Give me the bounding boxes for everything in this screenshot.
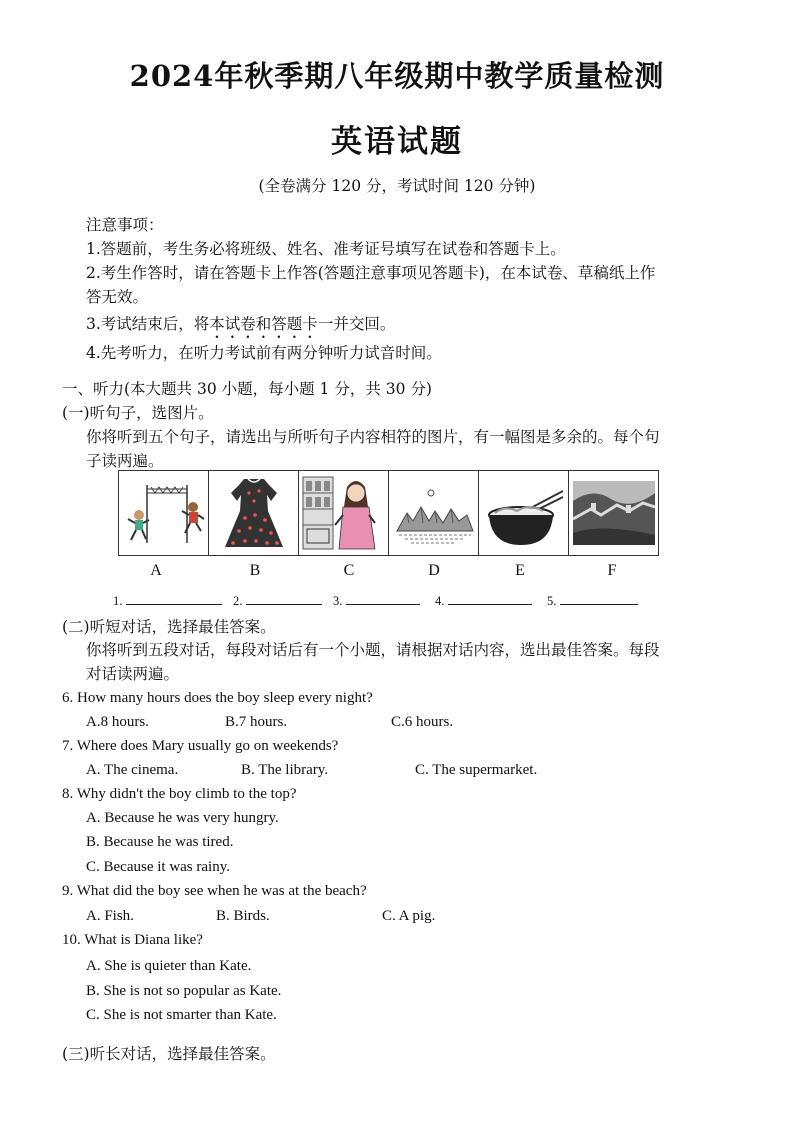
blank-number: 3. xyxy=(333,594,343,608)
blank-line xyxy=(448,593,532,605)
q7-option-b: B. The library. xyxy=(241,762,329,778)
answer-blank-4[interactable] xyxy=(435,593,532,609)
question-8: 8. Why didn't the boy climb to the top? xyxy=(62,786,297,802)
subject-title: 英语试题 xyxy=(331,124,463,160)
picture-label-e: E xyxy=(515,562,525,579)
blank-number: 2. xyxy=(233,594,243,608)
page-title: 2024年秋季期八年级期中教学质量检测 xyxy=(129,59,665,93)
blank-number: 4. xyxy=(435,594,445,608)
question-9: 9. What did the boy see when he was at the beach? xyxy=(62,883,367,899)
picture-c xyxy=(299,471,389,556)
picture-a xyxy=(119,471,209,556)
section-1-heading: 一、听力(本大题共 30 小题，每小题 1 分，共 30 分) xyxy=(62,380,432,398)
part-2-instruction: 你将听到五段对话，每段对话后有一个小题，请根据对话内容，选出最佳答案。每段 xyxy=(86,641,660,659)
part-1-instruction: 你将听到五个句子，请选出与所听句子内容相符的图片，有一幅图是多余的。每个句 xyxy=(86,428,660,446)
q9-option-a: A. Fish. xyxy=(86,908,134,924)
part-1-instruction-cont: 子读两遍。 xyxy=(86,452,164,470)
children-running-icon xyxy=(121,473,207,553)
part-1-heading: (一)听句子，选图片。 xyxy=(62,404,214,422)
q6-option-c: C.6 hours. xyxy=(391,714,454,730)
q6-option-a: A.8 hours. xyxy=(86,714,149,730)
picture-label-d: D xyxy=(428,562,440,579)
question-10: 10. What is Diana like? xyxy=(62,932,203,948)
question-7: 7. Where does Mary usually go on weekends? xyxy=(62,738,339,754)
exam-meta: (全卷满分 120 分，考试时间 120 分钟) xyxy=(258,177,536,195)
picture-b xyxy=(209,471,299,556)
q7-option-c: C. The supermarket. xyxy=(415,762,538,778)
blank-number: 5. xyxy=(547,594,557,608)
q6-option-b: B.7 hours. xyxy=(225,714,288,730)
answer-blank-3[interactable] xyxy=(333,593,420,609)
picture-f xyxy=(569,471,659,556)
q9-option-c: C. A pig. xyxy=(382,908,436,924)
part-2-heading: (二)听短对话，选择最佳答案。 xyxy=(62,618,276,636)
q7-option-a: A. The cinema. xyxy=(86,762,179,778)
notice-item-2: 2.考生作答时，请在答题卡上作答(答题注意事项见答题卡)，在本试卷、草稿纸上作 xyxy=(86,264,656,282)
notice-item-1: 1.答题前，考生务必将班级、姓名、准考证号填写在试卷和答题卡上。 xyxy=(86,240,566,258)
blank-number: 1. xyxy=(113,594,123,608)
q8-option-b: B. Because he was tired. xyxy=(86,834,234,850)
dress-icon xyxy=(211,473,297,553)
picture-label-c: C xyxy=(343,562,355,579)
question-6: 6. How many hours does the boy sleep every night? xyxy=(62,690,373,706)
q10-option-a: A. She is quieter than Kate. xyxy=(86,958,252,974)
notice-item-3 xyxy=(86,312,395,342)
picture-label-a: A xyxy=(150,562,162,579)
picture-table xyxy=(118,470,659,556)
blank-line xyxy=(126,593,222,605)
q8-option-c: C. Because it was rainy. xyxy=(86,859,230,875)
q10-option-b: B. She is not so popular as Kate. xyxy=(86,983,282,999)
part-2-instruction-cont: 对话读两遍。 xyxy=(86,665,180,683)
notice-item-4: 4.先考听力，在听力考试前有两分钟听力试音时间。 xyxy=(86,344,442,362)
mountain-landscape-icon xyxy=(391,473,477,553)
notice-item-3-emphasis: 本试卷和答题卡 xyxy=(209,315,318,333)
notice-item-3-suffix: 一并交回。 xyxy=(317,315,396,333)
answer-blank-5[interactable] xyxy=(547,593,638,609)
blank-line xyxy=(346,593,420,605)
picture-label-f: F xyxy=(607,562,617,579)
blank-line xyxy=(560,593,638,605)
notice-heading: 注意事项： xyxy=(86,216,164,234)
q8-option-a: A. Because he was very hungry. xyxy=(86,810,279,826)
picture-label-b: B xyxy=(249,562,261,579)
notice-item-3-prefix: 3.考试结束后，将 xyxy=(86,315,210,333)
answer-blank-2[interactable] xyxy=(233,593,322,609)
answer-blank-1[interactable] xyxy=(113,593,222,609)
picture-e xyxy=(479,471,569,556)
girl-shopping-icon xyxy=(301,473,387,553)
picture-d xyxy=(389,471,479,556)
great-wall-icon xyxy=(571,473,657,553)
q10-option-c: C. She is not smarter than Kate. xyxy=(86,1007,277,1023)
blank-line xyxy=(246,593,322,605)
q9-option-b: B. Birds. xyxy=(216,908,270,924)
noodle-bowl-icon xyxy=(481,473,567,553)
part-3-heading: (三)听长对话，选择最佳答案。 xyxy=(62,1045,276,1063)
notice-item-2-cont: 答无效。 xyxy=(86,288,149,306)
